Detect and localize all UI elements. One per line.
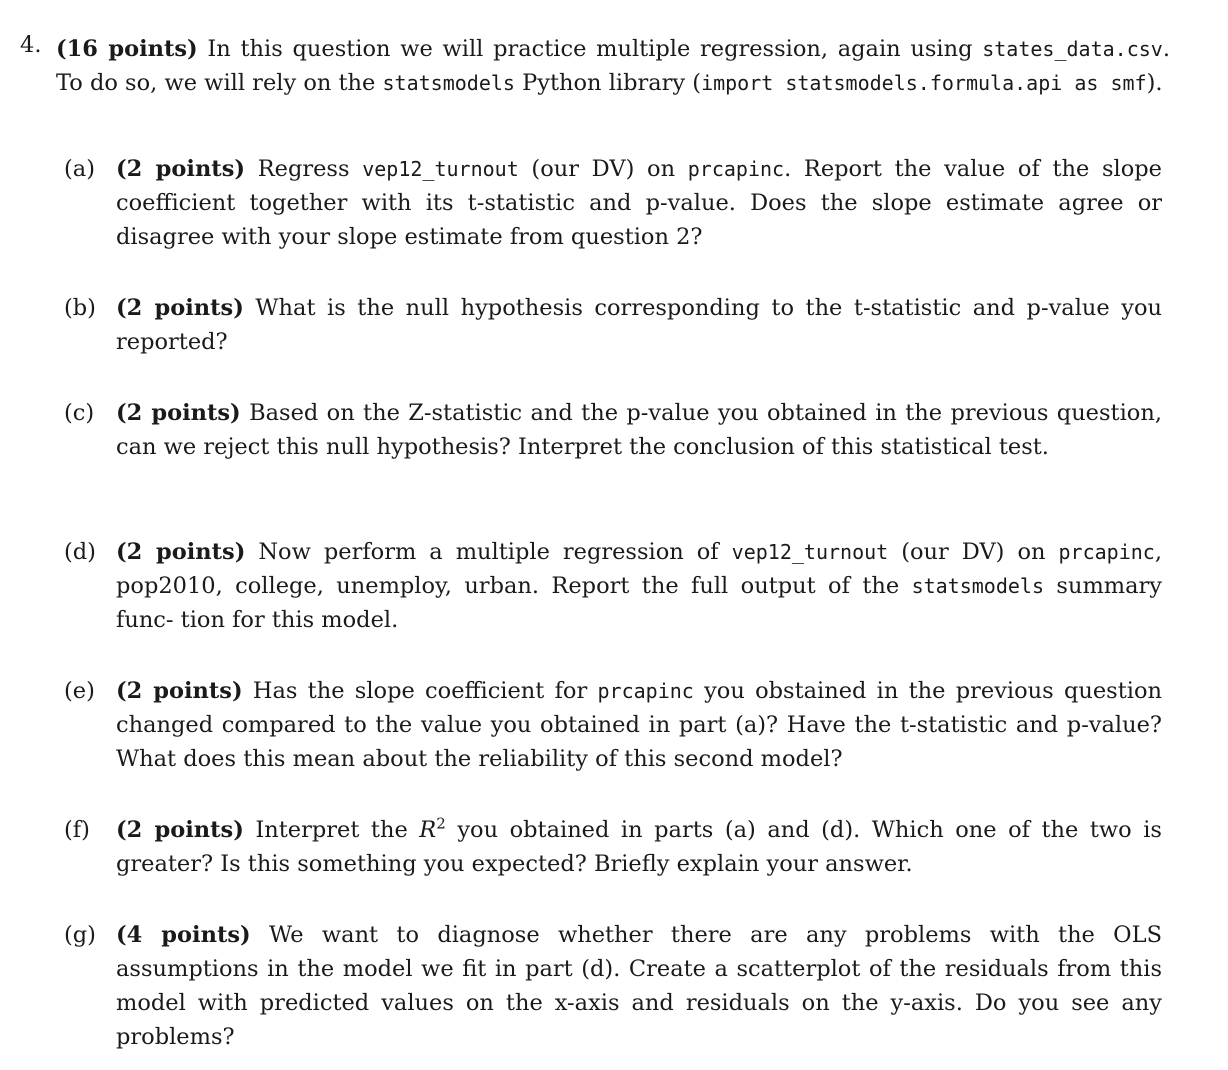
part-text	[116, 674, 1162, 776]
intro-code-1: states_data.csv	[982, 37, 1163, 61]
part-points: (2 points)	[116, 678, 243, 704]
part-d	[64, 535, 1162, 637]
part-label: (e)	[64, 678, 95, 704]
code-run: statsmodels	[911, 574, 1045, 598]
part-text	[116, 152, 1162, 254]
part-points: (2 points)	[116, 400, 241, 426]
part-label: (g)	[64, 922, 96, 948]
code-run: vep12_turnout	[362, 157, 519, 181]
text-run: We want to diagnose whether there are any problems with the OLS assumptions in the model we fit in part (d). Create a scatterplot of the residuals from this model with predicted values on the x-axis and residuals on the y-axis. Do you see any problems?	[116, 922, 1162, 1050]
intro-text-3: Python library (	[514, 70, 702, 96]
text-run: (our DV) on	[518, 156, 688, 182]
part-label: (d)	[64, 539, 96, 565]
part-text	[116, 813, 1162, 881]
part-points: (2 points)	[116, 539, 246, 565]
code-run: prcapinc	[687, 157, 785, 181]
r-symbol: R	[419, 817, 437, 843]
code-run: prcapinc	[1058, 540, 1155, 564]
text-run: Based on the Z-statistic and the p-value you obtained in the previous question, can we reject this null hypothesis? Interpret the conclusion of this statistical test.	[116, 400, 1162, 460]
part-points: (4 points)	[116, 922, 251, 948]
text-run: What is the null hypothesis corresponding to the t-statistic and p-value you reported?	[116, 295, 1162, 355]
question-points: (16 points)	[56, 36, 198, 62]
intro-text-2: . To do so, we will rely on the	[56, 36, 1170, 96]
text-run: . Report the value of the slope coefficient together with its t-statistic and p-value. Does the slope estimate agree or disagree with your slope estimate from question 2?	[116, 156, 1162, 250]
intro-code-3: import statsmodels.formula.api as smf	[701, 71, 1147, 95]
part-label: (c)	[64, 400, 95, 426]
part-g	[64, 918, 1162, 1054]
part-points: (2 points)	[116, 295, 244, 321]
part-label: (a)	[64, 156, 95, 182]
part-points: (2 points)	[116, 817, 244, 843]
part-text	[116, 535, 1162, 637]
question-number: 4.	[20, 32, 42, 58]
code-run: vep12_turnout	[731, 540, 889, 564]
part-text	[116, 918, 1162, 1054]
part-text	[116, 291, 1162, 359]
question-intro	[56, 32, 1170, 100]
text-run: you obstained in the previous question changed compared to the value you obtained in part (a)? Have the t-statistic and p-value? What does this mean about the reliability of this second model?	[116, 678, 1162, 772]
text-run: you obtained in parts (a) and (d). Which one of the two is greater? Is this something you expected? Briefly explain your answer.	[116, 817, 1162, 877]
text-run: Interpret the	[243, 817, 420, 843]
part-label: (f)	[64, 817, 90, 843]
text-run: Has the slope coefficient for	[242, 678, 598, 704]
part-f	[64, 813, 1162, 881]
part-c	[64, 396, 1162, 464]
superscript: 2	[436, 814, 446, 833]
part-label: (b)	[64, 295, 96, 321]
part-a	[64, 152, 1162, 254]
part-points: (2 points)	[116, 156, 246, 182]
code-run: prcapinc	[597, 679, 694, 703]
text-run: Regress	[245, 156, 363, 182]
intro-code-2: statsmodels	[382, 71, 515, 95]
text-run: , pop2010, college, unemploy, urban. Report the full output of the	[116, 539, 1162, 599]
part-b	[64, 291, 1162, 359]
text-run: (our DV) on	[888, 539, 1059, 565]
part-text	[116, 396, 1162, 464]
part-e	[64, 674, 1162, 776]
intro-text-1: In this question we will practice multiple regression, again using	[197, 36, 983, 62]
question-4	[20, 32, 1170, 100]
text-run: summary func- tion for this model.	[116, 573, 1162, 633]
text-run: Now perform a multiple regression of	[245, 539, 732, 565]
intro-text-4: ).	[1146, 70, 1163, 96]
